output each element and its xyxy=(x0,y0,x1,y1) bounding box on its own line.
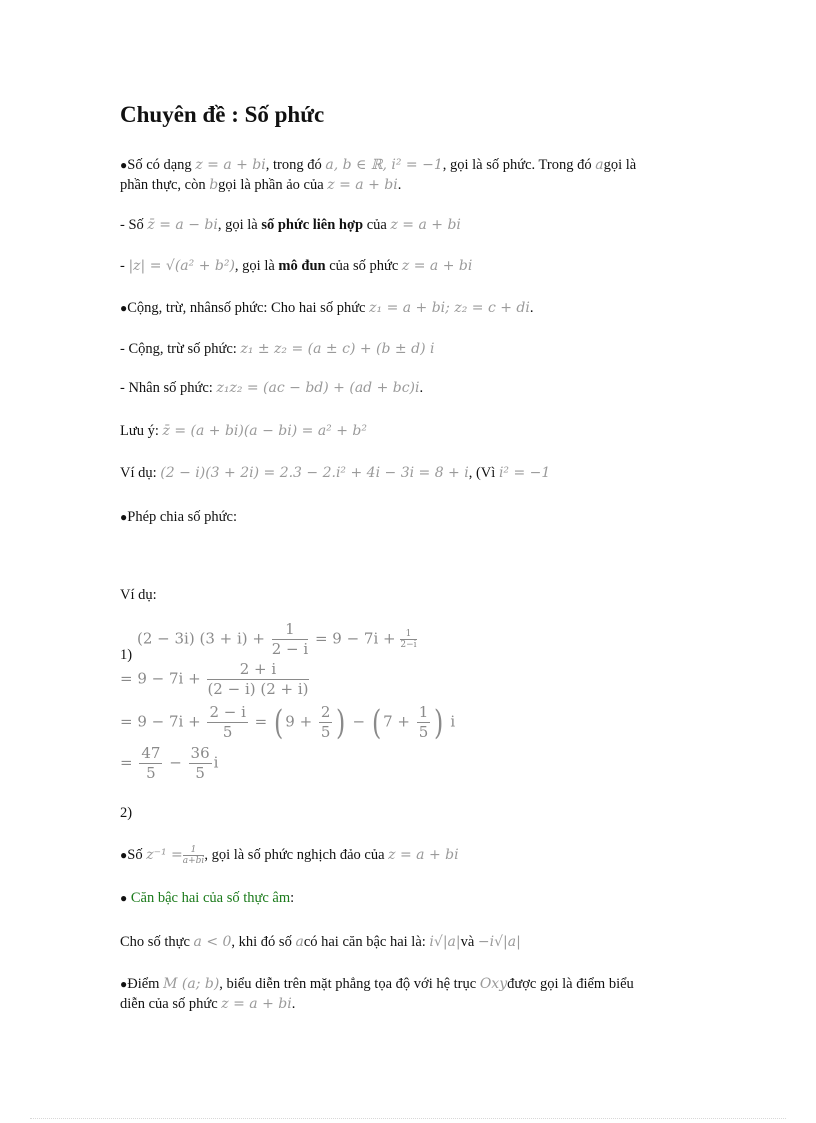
example-1-line-1: (2 − 3i) (3 + i) + $\frac{1}{2 - i}$ = 9 − 7i + $\frac{1}{2-i}$ xyxy=(137,620,417,658)
paragraph-inverse: ●Số z⁻¹ = $\frac{1}{a+bi}$ , gọi là số phức nghịch đảo của z = a + bi xyxy=(120,845,459,867)
bullet-icon: ● xyxy=(120,977,128,991)
paragraph-add-sub: - Cộng, trừ số phức: z₁ ± z₂ = (a ± c) + (b ± d) i xyxy=(120,341,435,357)
formula: i² = −1 xyxy=(498,465,551,481)
formula: a < 0 xyxy=(193,934,232,950)
example-1-label: 1) xyxy=(120,647,133,663)
paragraph-square-root-heading: ● Căn bậc hai của số thực âm: xyxy=(120,890,295,906)
formula: |z| = √(a² + b²) xyxy=(128,258,235,274)
paragraph-example-label: Ví dụ: xyxy=(120,587,157,603)
formula: z₁ = a + bi; z₂ = c + di xyxy=(369,300,530,316)
formula: Oxy xyxy=(479,976,508,992)
paragraph-square-root: Cho số thực a < 0, khi đó số acó hai căn bậc hai là: i√|a|và −i√|a| xyxy=(120,934,521,950)
formula: M (a; b) xyxy=(163,976,220,992)
paragraph-operations: ●Cộng, trừ, nhânsố phức: Cho hai số phức z₁ = a + bi; z₂ = c + di. xyxy=(120,300,534,316)
formula: a, b ∈ ℝ, i² = −1 xyxy=(325,157,443,173)
formula: b xyxy=(209,177,219,193)
formula: z⁻¹ = xyxy=(146,847,183,863)
paragraph-point-cont: diễn của số phức z = a + bi. xyxy=(120,996,296,1012)
paragraph-point: ●Điểm M (a; b), biểu diễn trên mặt phẳng tọa độ với hệ trục Oxyđược gọi là điểm biểu xyxy=(120,976,634,992)
paragraph-note: Lưu ý: z̄ = (a + bi)(a − bi) = a² + b² xyxy=(120,423,367,439)
paragraph-multiply: - Nhân số phức: z₁z₂ = (ac − bd) + (ad + bc)i. xyxy=(120,380,424,396)
formula: i√|a| xyxy=(429,934,461,950)
formula: z̄ = (a + bi)(a − bi) = a² + b² xyxy=(162,423,367,439)
paragraph-example: Ví dụ: (2 − i)(3 + 2i) = 2.3 − 2.i² + 4i − 3i = 8 + i, (Vì i² = −1 xyxy=(120,465,551,481)
bullet-icon: ● xyxy=(120,510,128,524)
paragraph-modulus: - |z| = √(a² + b²), gọi là mô đun của số phức z = a + bi xyxy=(120,258,473,274)
paragraph-conjugate: - Số z̄ = a − bi, gọi là số phức liên hợp của z = a + bi xyxy=(120,217,461,233)
formula: a xyxy=(595,157,604,173)
formula: z̄ = a − bi xyxy=(147,217,218,233)
formula: z = a + bi xyxy=(401,258,473,274)
paragraph-definition-cont: phần thực, còn bgọi là phần ảo của z = a + bi. xyxy=(120,177,402,193)
bullet-icon: ● xyxy=(120,848,128,862)
example-1-line-4: = $\frac{47}{5}$ − $\frac{36}{5}$ i xyxy=(120,744,219,782)
page-title: Chuyên đề : Số phức xyxy=(120,102,325,127)
formula: −i√|a| xyxy=(477,934,521,950)
bullet-icon: ● xyxy=(120,301,128,315)
bullet-icon: ● xyxy=(120,158,128,172)
page-bottom-divider xyxy=(30,1118,786,1119)
formula: (2 − i)(3 + 2i) = 2.3 − 2.i² + 4i − 3i = 8 + i xyxy=(160,465,469,481)
formula: z₁ ± z₂ = (a ± c) + (b ± d) i xyxy=(240,341,435,357)
paragraph-division: ●Phép chia số phức: xyxy=(120,509,237,525)
formula: z = a + bi xyxy=(327,177,398,193)
formula: z = a + bi xyxy=(221,996,292,1012)
formula: z₁z₂ = (ac − bd) + (ad + bc)i xyxy=(216,380,420,396)
bullet-icon: ● xyxy=(120,891,128,905)
example-1-line-3: = 9 − 7i + $\frac{2 - i}{5}$ = ( 9 + $\frac{2}{5}$ ) − ( 7 + $\frac{1}{5}$ ) i xyxy=(120,702,456,743)
example-2-label: 2) xyxy=(120,805,133,821)
formula: a xyxy=(295,934,304,950)
formula: z = a + bi xyxy=(390,217,461,233)
paragraph-definition: ●Số có dạng z = a + bi, trong đó a, b ∈ ℝ, i² = −1, gọi là số phức. Trong đó agọi là xyxy=(120,157,637,173)
formula: z = a + bi xyxy=(195,157,266,173)
example-1-line-2: = 9 − 7i + $\frac{2 + i}{(2 - i) (2 + i)}$ xyxy=(120,660,309,698)
formula: z = a + bi xyxy=(388,847,459,863)
